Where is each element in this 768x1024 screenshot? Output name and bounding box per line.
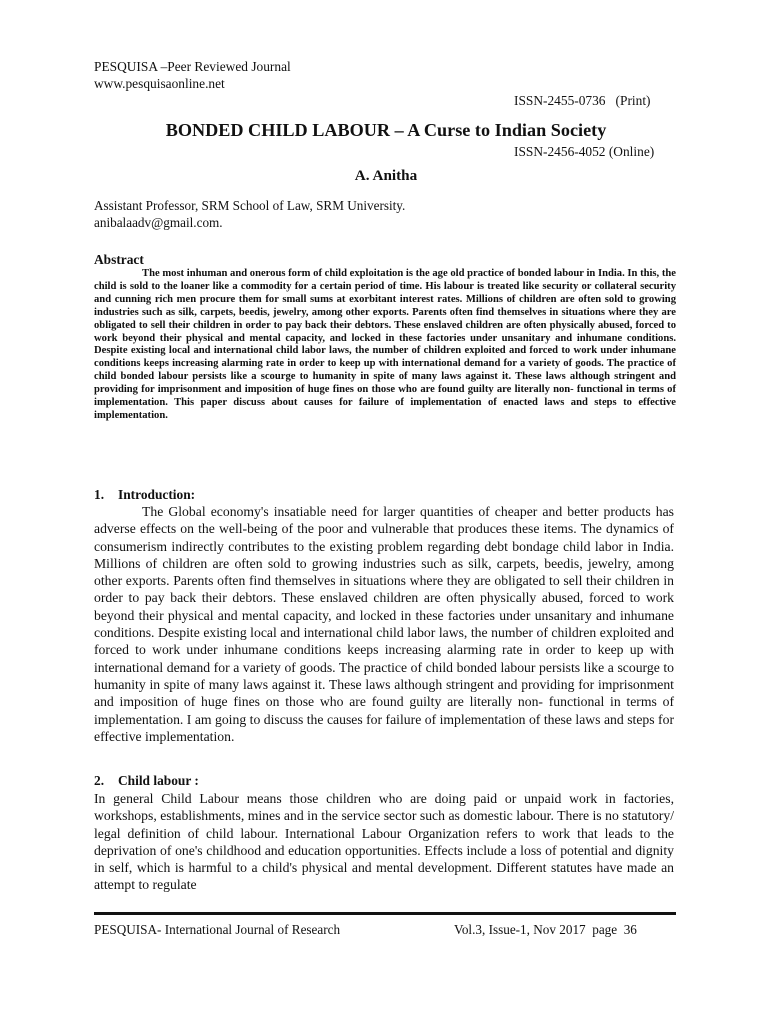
paper-author: A. Anitha	[354, 167, 418, 184]
journal-name: PESQUISA –Peer Reviewed Journal	[94, 59, 291, 74]
introduction-text: The Global economy's insatiable need for larger quantities of cheaper and better products has adverse effects on the well-being of the poor and vulnerable that produces these items. The dynamics of consumerism indirectly contributes to the existing problem regarding debt bondage child labor in India. Millions of children are often sold to growing industries such as silk, carpets, beedis, jewelry, among other exports. Parents often find themselves in situations where they are obligated to sell their children in order to pay back their debtors. These enslaved children are often physically abused, forced to work beyond their physical and mental capacity, and locked in these factories under unsanitary and inhumane conditions. Despite existing local and international child labor laws, the number of children exploited and forced to work under inhumane conditions keeps increasing alarming rate in order to keep up with international demand for a variety of goods. The practice of child bonded labour persists like a scourge to humanity in spite of many laws against it. These laws although stringent and providing for imprisonment and imposition of huge fines on those who are found guilty are literally non- functional in terms of implementation. I am going to discuss the causes for failure of implementation of these laws and steps for effective implementation.	[94, 504, 674, 744]
section-heading-child-labour	[94, 773, 199, 789]
header-left	[94, 58, 291, 92]
abstract-body	[94, 268, 676, 423]
issn-online: ISSN-2456-4052 (Online)	[514, 144, 655, 159]
journal-website: www.pesquisaonline.net	[94, 76, 225, 91]
child-labour-body: In general Child Labour means those children who are doing paid or unpaid work in factories, workshops, establishments, mines and in the service sector such as domestic labour. There is no statutory/ legal definition of child labour. International Labour Organization refers to work that leads to the deprivation of one's childhood and education opportunities. Effects include a loss of potential and dignity in self, which is harmful to a child's physical and mental development. Different statutes have made an attempt to regulate	[94, 791, 674, 893]
section-heading-introduction	[94, 487, 195, 503]
author-email: anibalaadv@gmail.com.	[94, 215, 223, 230]
abstract-heading: Abstract	[94, 252, 144, 267]
section-title: Child labour :	[118, 773, 199, 788]
section-title: Introduction:	[118, 487, 196, 502]
abstract-text: The most inhuman and onerous form of child exploitation is the age old practice of bonded labour in India. In this, the child is sold to the loaner like a commodity for a certain period of time. His labour is treated like security or collateral security and cunning rich men procure them for small sums at exorbitant interest rates. Millions of children are often sold to growing industries such as silk, carpets, beedis, jewelry, among other exports. Parents often find themselves in situations where they are obligated to sell their children in order to pay back their debtors. These enslaved children are often physically abused, forced to work beyond their physical and mental capacity, and locked in these factories under unsanitary and inhumane conditions. Despite existing local and international child labor laws, the number of children exploited and forced to work under inhumane conditions keeps increasing alarming rate in order to keep up with international demand for a variety of goods. The practice of child bonded labour persists like a scourge to humanity in spite of many laws against it. These laws although stringent and providing for imprisonment and imposition of huge fines on those who are found guilty are literally non- functional in terms of implementation. This paper discuss about causes for failure of implementation of enacted laws and steps to effective implementation.	[94, 268, 676, 421]
author-affiliation: Assistant Professor, SRM School of Law, SRM University.	[94, 198, 406, 213]
introduction-body	[94, 503, 674, 745]
author-affiliation-block	[94, 197, 678, 231]
footer-journal: PESQUISA- International Journal of Research	[94, 922, 341, 937]
footer-volume-page: Vol.3, Issue-1, Nov 2017 page 36	[454, 922, 637, 937]
section-number: 1.	[94, 487, 105, 502]
issn-print: ISSN-2455-0736 (Print)	[514, 93, 651, 108]
footer-rule	[94, 912, 676, 915]
section-number: 2.	[94, 773, 105, 788]
paper-title: BONDED CHILD LABOUR – A Curse to Indian Society	[165, 120, 607, 140]
